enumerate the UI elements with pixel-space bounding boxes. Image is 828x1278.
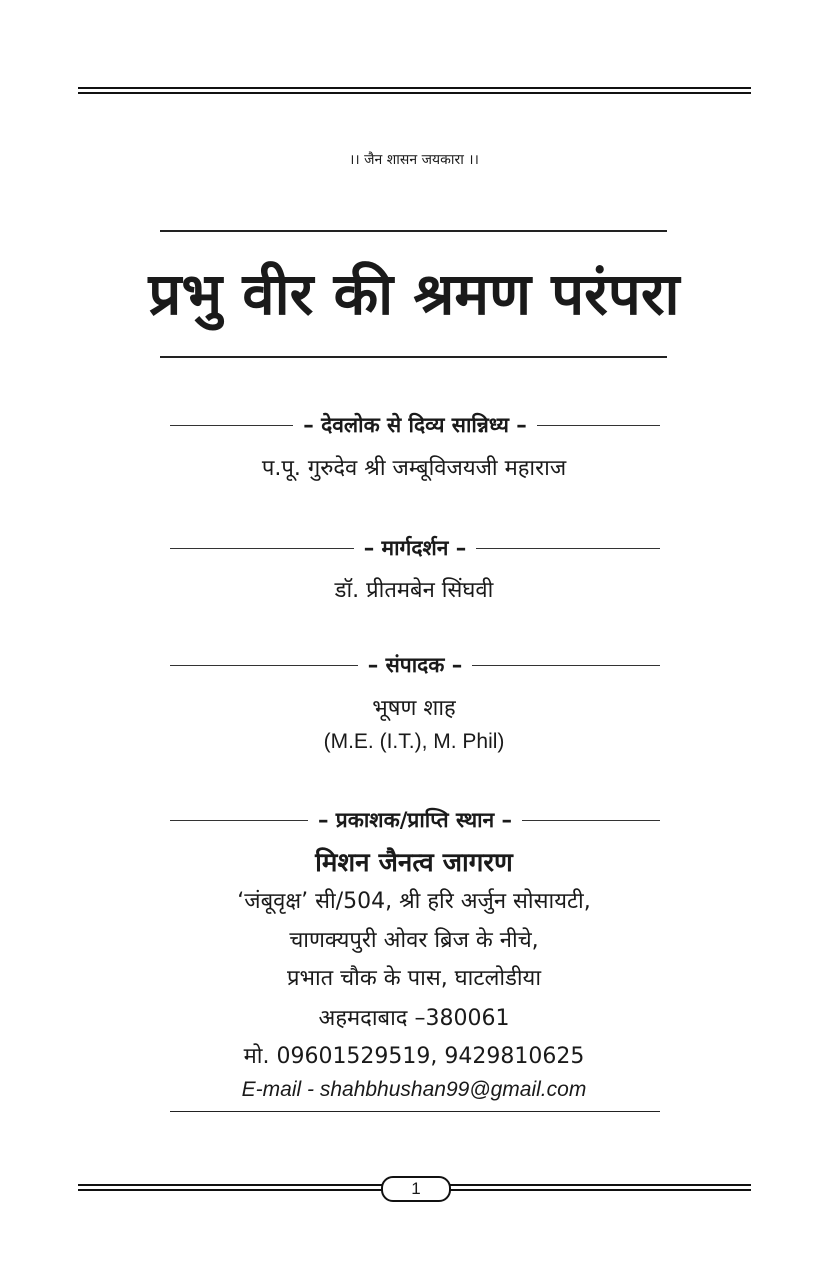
section-label: – मार्गदर्शन – bbox=[363, 536, 467, 560]
page-number: 1 bbox=[381, 1176, 451, 1202]
email-address: E-mail - shahbhushan99@gmail.com bbox=[241, 1078, 587, 1101]
presence-name: प.पू. गुरुदेव श्री जम्बूविजयजी महाराज bbox=[261, 456, 567, 481]
section-label: – संपादक – bbox=[367, 653, 463, 677]
address-line: अहमदाबाद –380061 bbox=[318, 1006, 510, 1031]
title-rule-bottom bbox=[160, 356, 667, 358]
title-rule-top bbox=[160, 230, 667, 232]
section-label: – देवलोक से दिव्य सान्निध्य – bbox=[303, 413, 527, 437]
section-heading-publisher bbox=[170, 805, 660, 835]
address-line: ‘जंबूवृक्ष’ सी/504, श्री हरि अर्जुन सोसायटी, bbox=[237, 889, 591, 914]
publisher-bottom-rule bbox=[170, 1111, 660, 1112]
section-heading-presence bbox=[170, 410, 660, 440]
section-label: – प्रकाशक/प्राप्ति स्थान – bbox=[317, 808, 513, 832]
top-rule-2 bbox=[78, 92, 751, 94]
book-title: प्रभु वीर की श्रमण परंपरा bbox=[148, 260, 680, 328]
section-heading-guidance bbox=[170, 533, 660, 563]
top-rule bbox=[78, 87, 751, 89]
guidance-name: डॉ. प्रीतमबेन सिंघवी bbox=[334, 578, 494, 603]
publisher-name: मिशन जैनत्व जागरण bbox=[315, 848, 513, 878]
editor-name: भूषण शाह bbox=[372, 696, 456, 721]
invocation: ।। जैन शासन जयकारा ।। bbox=[349, 152, 479, 168]
editor-qualification: (M.E. (I.T.), M. Phil) bbox=[323, 730, 505, 753]
phone-numbers: मो. 09601529519, 9429810625 bbox=[243, 1044, 585, 1069]
section-heading-editor bbox=[170, 650, 660, 680]
address-line: चाणक्यपुरी ओवर ब्रिज के नीचे, bbox=[289, 928, 539, 953]
address-line: प्रभात चौक के पास, घाटलोडीया bbox=[286, 966, 542, 991]
